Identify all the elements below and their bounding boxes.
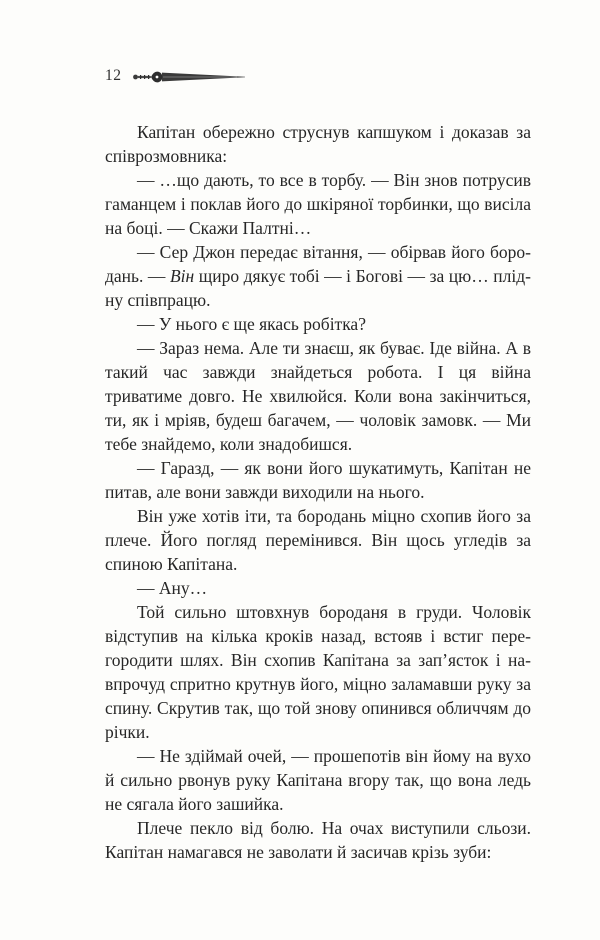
paragraph [105,600,531,744]
text-run: Він уже хотів іти, та бородань міцно схопив його за плече. Його погляд перемінився. Він щось угледів за спиною Капітана. [105,506,531,574]
text-run: Плече пекло від болю. На очах виступили сльози. Капітан намагався не заволати й засичав крізь зуби: [105,818,531,862]
paragraph [105,120,531,168]
paragraph [105,168,531,240]
paragraph [105,336,531,456]
dagger-ornament-icon [131,69,247,85]
paragraph [105,744,531,816]
paragraph [105,312,531,336]
page-text [105,120,531,864]
text-run: — Гаразд, — як вони його шукатимуть, Капітан не питав, але вони завжди виходили на нього. [105,458,531,502]
text-run: — Не здіймай очей, — прошепотів він йому на вухо й сильно рвонув руку Капітана вгору так, що вона ледь не сягала його зашийка. [105,746,531,814]
paragraph [105,576,531,600]
text-run: Той сильно штовхнув бороданя в груди. Чоловік відступив на кілька кроків назад, встояв і встиг перегородити шлях. Він схопив Капітана за зап’ясток і навпрочуд спритно крутнув його, міцно заламавши руку за спину. Скрутив так, що той знову опинився обличчям до річки. [105,602,531,742]
text-run: — Зараз нема. Але ти знаєш, як буває. Іде війна. А в такий час завжди знайдеться робота. І ця війна триватиме довго. Не хвилюйся. Коли вона закінчиться, ти, як і мріяв, будеш багачем, — чоловік замовк. — Ми тебе знайдемо, коли знадобишся. [105,338,531,454]
page-number: 12 [105,67,122,84]
text-run: — Сер Джон передає вітання, — обірвав його бородань. — [105,242,531,286]
text-run: — Ану… [137,578,208,598]
text-run: — …що дають, то все в торбу. — Він знов потрусив гаманцем і поклав його до шкіряної торбинки, що висіла на боці. — Скажи Палтні… [105,170,531,238]
text-run: — У нього є ще якась робітка? [137,314,366,334]
paragraph [105,240,531,312]
paragraph [105,816,531,864]
text-run: щиро дякує тобі — і Богові — за цю… плідну співпрацю. [105,266,531,310]
text-run-italic: Він [169,266,195,286]
page-header [105,64,531,88]
text-run: Капітан обережно струснув капшуком і доказав за співрозмовника: [105,122,531,166]
paragraph [105,504,531,576]
paragraph [105,456,531,504]
